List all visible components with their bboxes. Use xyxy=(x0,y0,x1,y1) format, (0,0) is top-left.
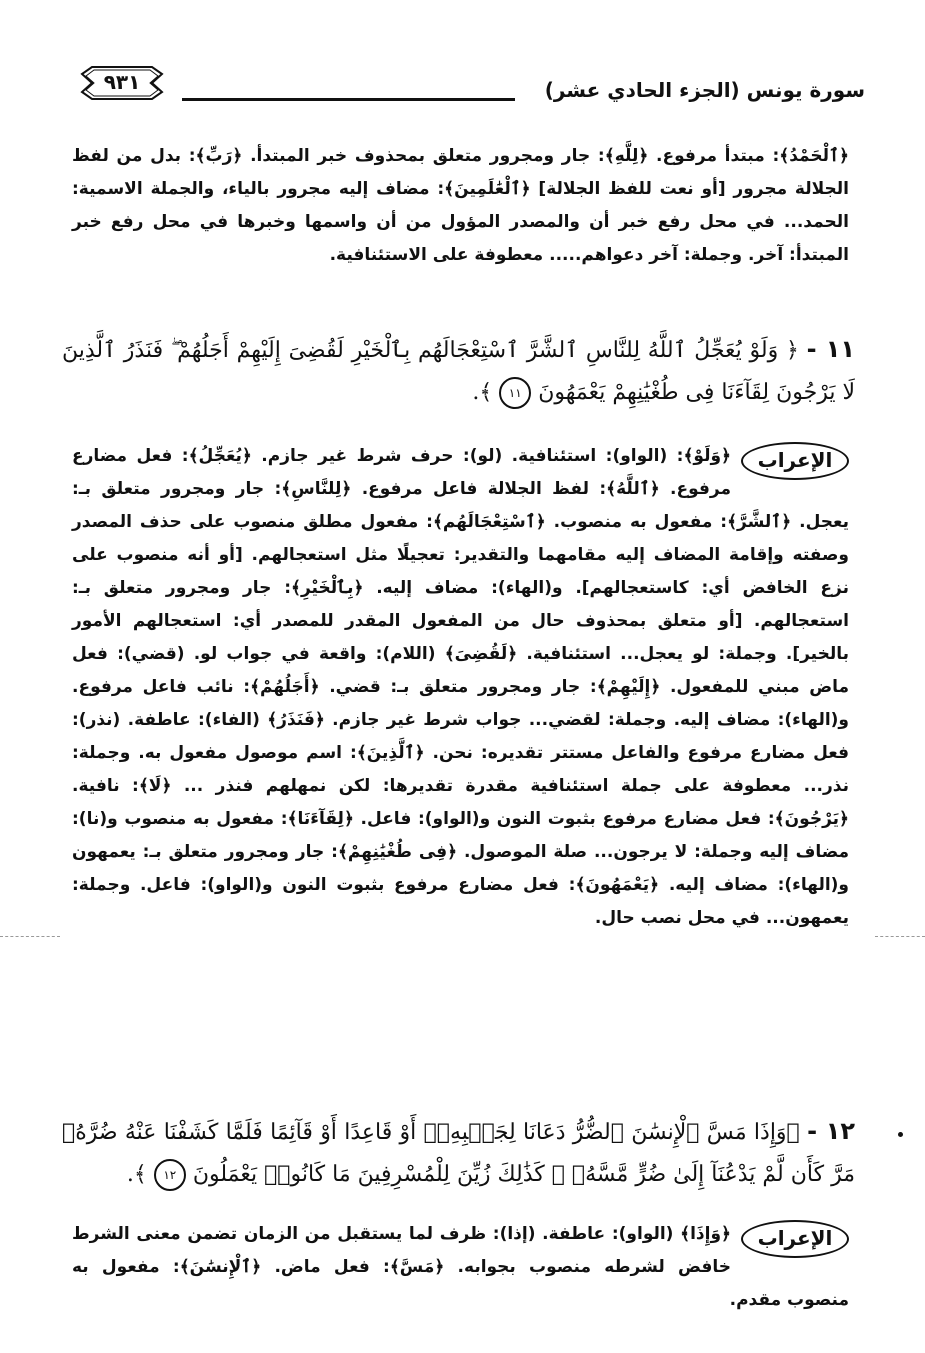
verse-12-number: ١٢ - xyxy=(807,1117,856,1145)
irab-badge: الإعراب xyxy=(741,442,849,480)
ayah-end-marker-icon: ١١ xyxy=(499,377,531,409)
irab-paragraph-12 xyxy=(72,1218,849,1317)
page-number-badge xyxy=(78,64,166,102)
verse-12-close: ﴾. xyxy=(126,1162,147,1187)
verse-11-close: ﴾. xyxy=(472,380,493,405)
verse-12-text: ﴿وَإِذَا مَسَّ ٱلْإِنسَٰنَ ٱلضُّرُّ دَعَانَا لِجَنۢبِهِۦٓ أَوْ قَاعِدًا أَوْ قَآئِمًا فَلَمَّا كَشَفْنَا عَنْهُ ضُرَّهُۥ مَرَّ كَأَن لَّمْ يَدْعُنَآ إِلَىٰ ضُرٍّ مَّسَّهُۥ ۚ كَذَٰلِكَ زُيِّنَ لِلْمُسْرِفِينَ مَا كَانُوا۟ يَعْمَلُونَ xyxy=(62,1120,855,1187)
irab-11-text: ﴿وَلَوْ﴾: (الواو): استئنافية. (لو): حرف شرط غير جازم. ﴿يُعَجِّلُ﴾: فعل مضارع مرفوع. ﴿ٱللَّهُ﴾: لفظ الجلالة فاعل مرفوع. ﴿لِلنَّاسِ﴾: جار ومجرور متعلق بـ: يعجل. ﴿ٱلشَّرَّ﴾: مفعول به منصوب. ﴿ٱسْتِعْجَالَهُم﴾: مفعول مطلق منصوب على حذف المصدر وصفته وإقامة المضاف إليه مقامهما والتقدير: تعجيلًا مثل استعجالهم. [أو أنه منصوب على نزع الخافض أي: كاستعجالهم]. و(الهاء): مضاف إليه. ﴿بِٱلْخَيْرِ﴾: جار ومجرور متعلق بـ: استعجالهم. [أو متعلق بمحذوف حال من المفعول المقدر للمصدر أي: استعجالهم الأمور بالخير]. وجملة: لو يعجل... استئنافية. ﴿لَقُضِىَ﴾ (اللام): واقعة في جواب لو. (قضي): فعل ماض مبني للمفعول. ﴿إِلَيْهِمْ﴾: جار ومجرور متعلق بـ: قضي. ﴿أَجَلُهُمْ﴾: نائب فاعل مرفوع. و(الهاء): مضاف إليه. وجملة: لقضي... جواب شرط غير جازم. ﴿فَنَذَرُ﴾ (الفاء): عاطفة. (نذر): فعل مضارع مرفوع والفاعل مستتر تقديره: نحن. ﴿ٱلَّذِينَ﴾: اسم موصول مفعول به. وجملة: نذر... معطوفة على جملة استئنافية مقدرة تقديرها: لكن نمهلهم فنذر ... ﴿لَا﴾: نافية. ﴿يَرْجُونَ﴾: فعل مضارع مرفوع بثبوت النون و(الواو): فاعل. ﴿لِقَآءَنَا﴾: مفعول به منصوب و(نا): مضاف إليه وجملة: لا يرجون... صلة الموصول. ﴿فِى طُغْيَٰنِهِمْ﴾: جار ومجرور متعلق بـ: يعمهون و(الهاء): مضاف إليه. ﴿يَعْمَهُونَ﴾: فعل مضارع مرفوع بثبوت النون و(الواو): فاعل. وجملة: يعمهون... في محل نصب حال. xyxy=(72,446,849,928)
verse-12 xyxy=(62,1110,855,1196)
verse-11-number: ١١ - xyxy=(806,335,855,363)
irab-badge: الإعراب xyxy=(741,1220,849,1258)
irab-paragraph-11 xyxy=(72,440,849,935)
juz-title: (الجزء الحادي عشر) xyxy=(544,78,740,102)
verse-11-line xyxy=(62,328,855,414)
surah-title: سورة يونس xyxy=(746,78,865,102)
intro-text: ﴿ٱلْحَمْدُ﴾: مبتدأ مرفوع. ﴿لِلَّهِ﴾: جار ومجرور متعلق بمحذوف خبر المبتدأ. ﴿رَبِّ﴾: بدل من لفظ الجلالة مجرور [أو نعت للفظ الجلالة] ﴿ٱلْعَٰلَمِينَ﴾: مضاف إليه مجرور بالياء، والجملة الاسمية: الحمد... في محل رفع خبر أن والمصدر المؤول من أن واسمها وخبرها في محل رفع خبر المبتدأ: آخر. وجملة: آخر دعواهم..... معطوفة على الاستئنافية. xyxy=(72,146,849,265)
scan-mark-right xyxy=(875,936,925,937)
scan-dot xyxy=(898,1132,903,1137)
intro-paragraph xyxy=(72,140,849,272)
irab-12-text: ﴿وَإِذَا﴾ (الواو): عاطفة. (إذا): ظرف لما يستقبل من الزمان تضمن معنى الشرط خافض لشرطه منصوب بجوابه. ﴿مَسَّ﴾: فعل ماض. ﴿ٱلْإِنسَٰنَ﴾: مفعول به منصوب مقدم. xyxy=(72,1224,849,1310)
header-rule xyxy=(182,98,515,101)
scan-mark-left xyxy=(0,936,60,937)
verse-11-text: ﴿ وَلَوْ يُعَجِّلُ ٱللَّهُ لِلنَّاسِ ٱلشَّرَّ ٱسْتِعْجَالَهُم بِٱلْخَيْرِ لَقُضِىَ إِلَيْهِمْ أَجَلُهُمْ ۖ فَنَذَرُ ٱلَّذِينَ لَا يَرْجُونَ لِقَآءَنَا فِى طُغْيَٰنِهِمْ يَعْمَهُونَ xyxy=(62,338,855,405)
page-number: ٩٣١ xyxy=(103,70,141,94)
page-header xyxy=(70,60,865,116)
verse-11 xyxy=(62,328,855,414)
page-title xyxy=(545,78,865,102)
ayah-end-marker-icon: ١٢ xyxy=(154,1159,186,1191)
verse-12-line xyxy=(62,1110,855,1196)
